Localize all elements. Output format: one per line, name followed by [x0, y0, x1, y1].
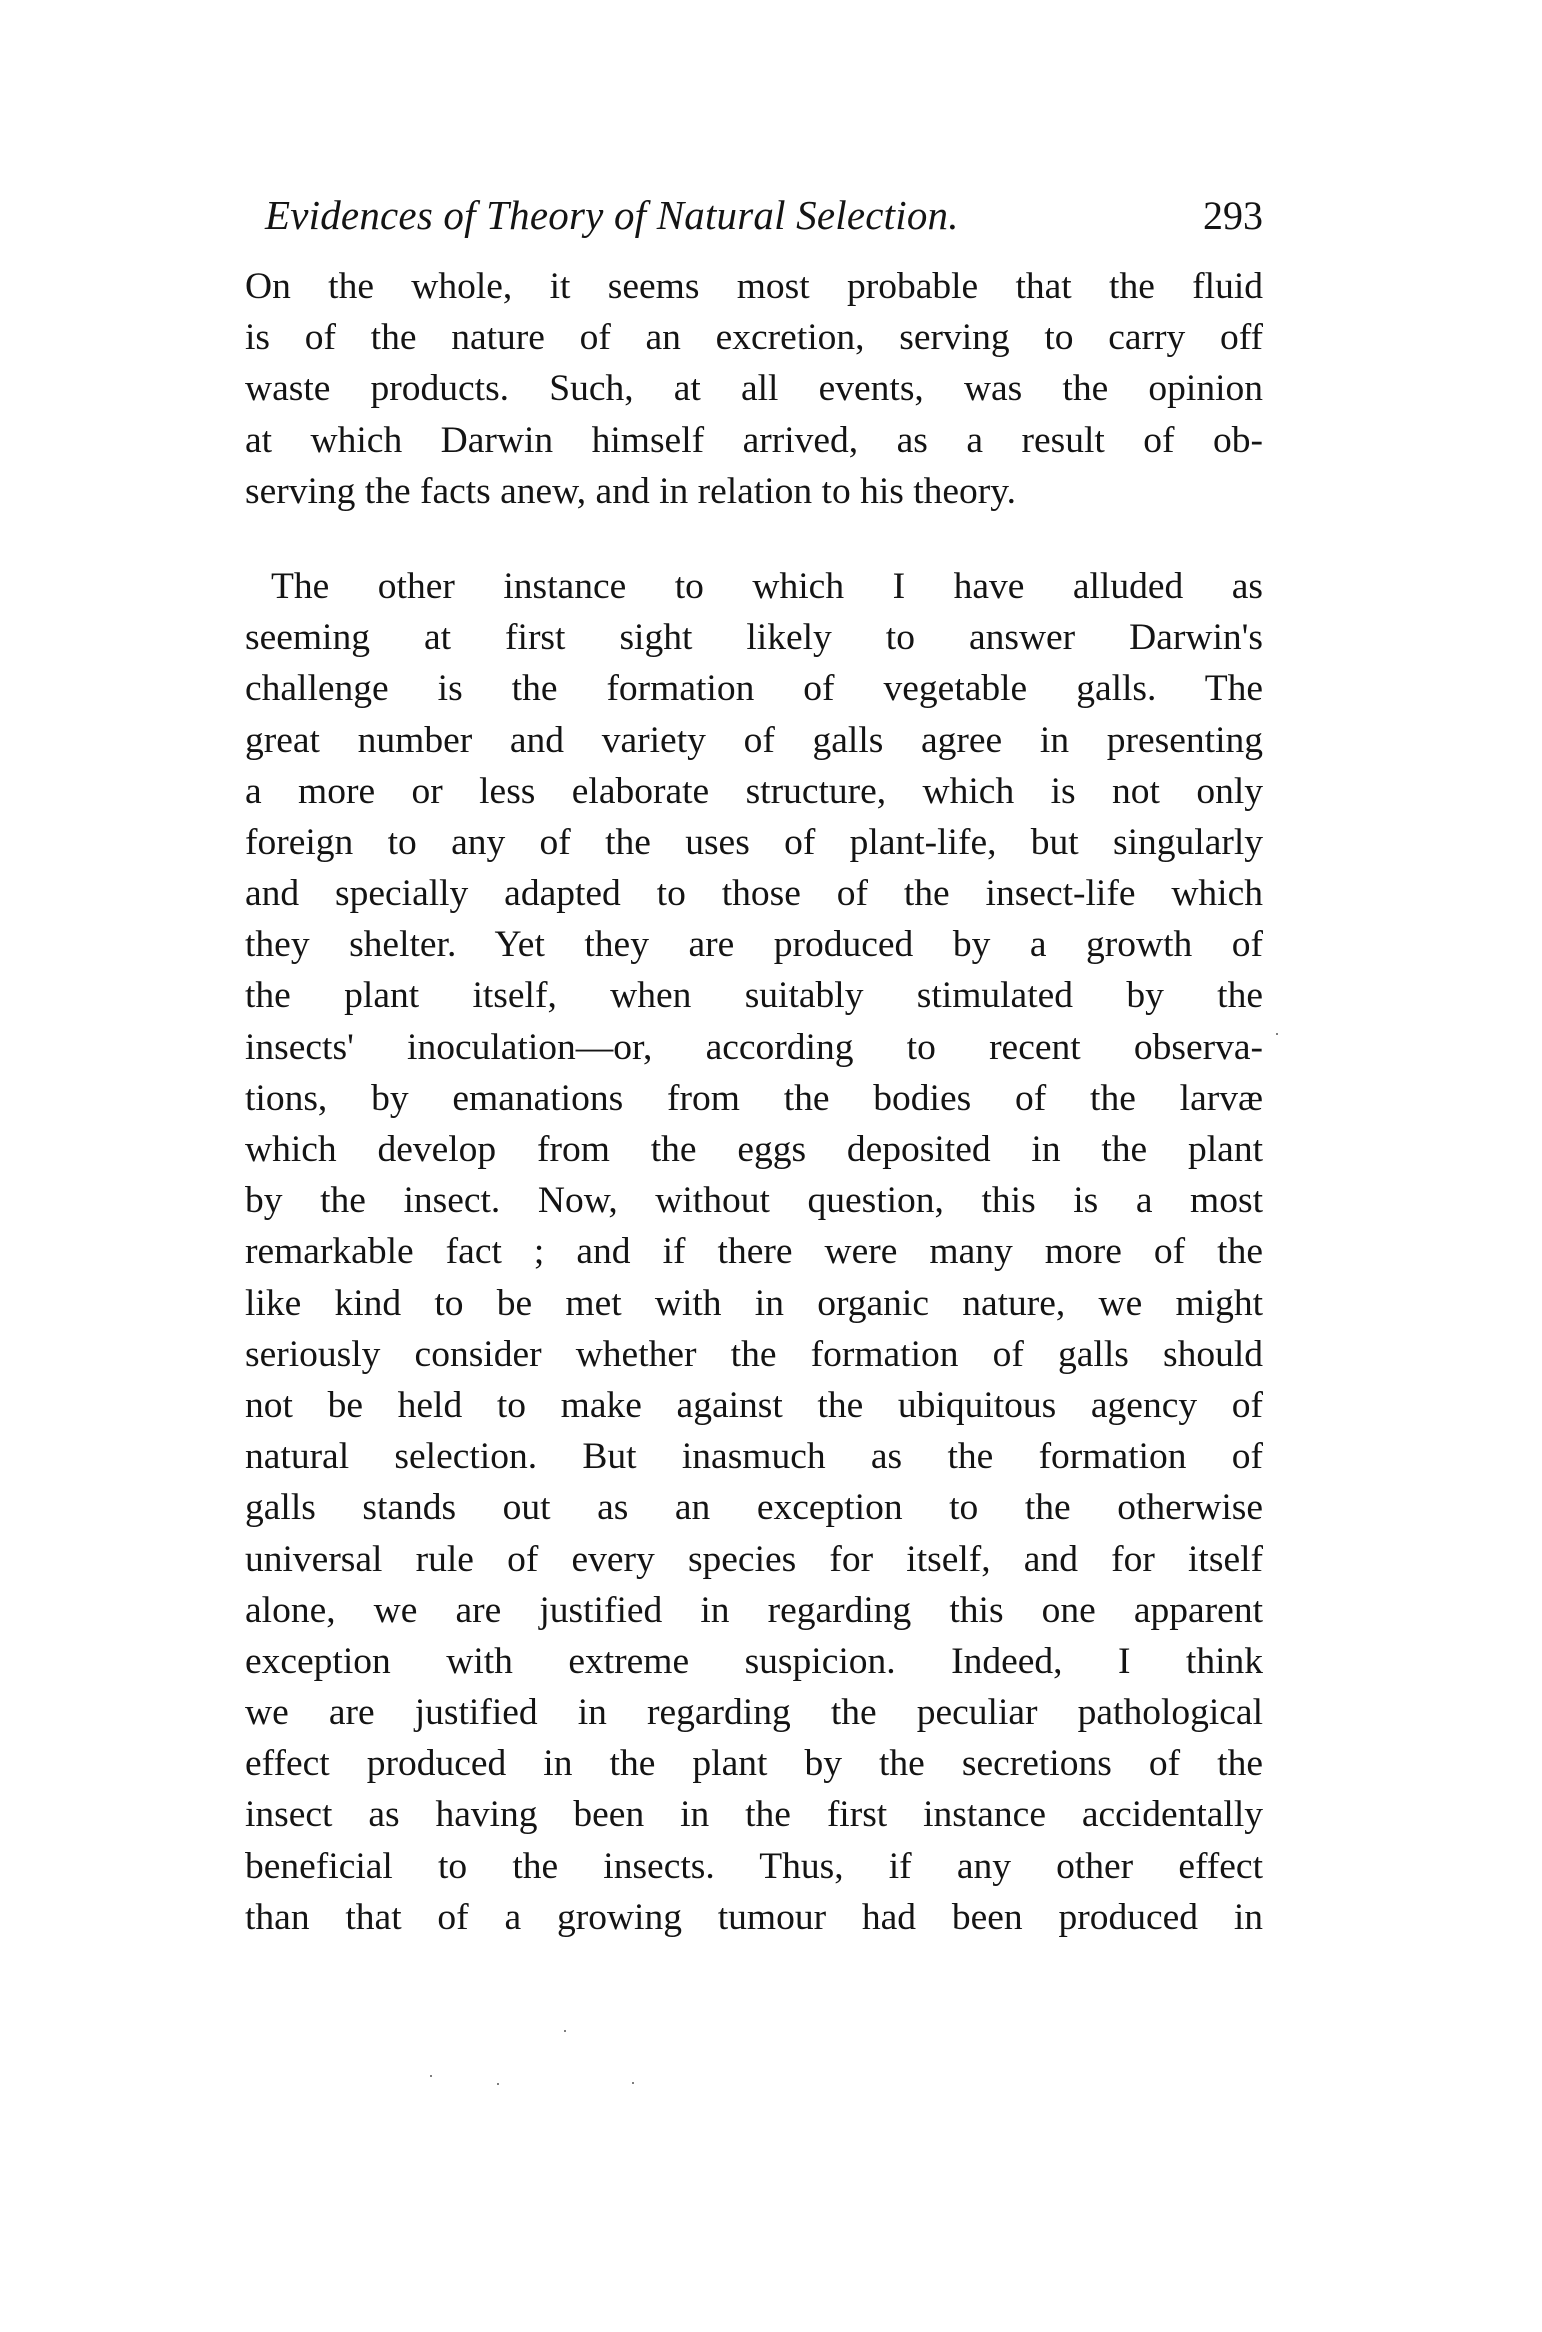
text-line: insects' inoculation—or, according to recent observa-	[245, 1026, 1263, 1068]
text-line: The other instance to which I have alluded as	[271, 565, 1263, 607]
text-line: beneficial to the insects. Thus, if any other effect	[245, 1845, 1263, 1887]
scan-speck	[430, 2075, 432, 2077]
text-line: not be held to make against the ubiquitous agency of	[245, 1384, 1263, 1426]
text-line: seriously consider whether the formation of galls should	[245, 1333, 1263, 1375]
scan-speck	[564, 2030, 566, 2032]
page-number: 293	[1203, 193, 1263, 238]
paragraph-2	[245, 561, 1263, 1943]
text-line: a more or less elaborate structure, which is not only	[245, 770, 1263, 812]
running-header	[245, 185, 1263, 245]
text-line: great number and variety of galls agree in presenting	[245, 719, 1263, 761]
text-line: by the insect. Now, without question, this is a most	[245, 1180, 1263, 1222]
scan-speck	[497, 2083, 499, 2085]
text-line: On the whole, it seems most probable that the fluid	[245, 266, 1263, 307]
text-line: exception with extreme suspicion. Indeed, I think	[245, 1640, 1263, 1682]
text-line: seeming at first sight likely to answer Darwin's	[245, 617, 1263, 659]
text-line: waste products. Such, at all events, was the opinion	[245, 368, 1263, 410]
paragraph-1	[245, 261, 1263, 517]
text-line: serving the facts anew, and in relation to his theory.	[245, 470, 1016, 512]
text-line: than that of a growing tumour had been produced in	[245, 1896, 1263, 1938]
text-line: is of the nature of an excretion, serving to carry off	[245, 317, 1263, 359]
text-line: alone, we are justified in regarding this one apparent	[245, 1589, 1263, 1631]
text-line: we are justified in regarding the peculiar pathological	[245, 1692, 1263, 1734]
text-line: universal rule of every species for itself, and for itself	[245, 1538, 1263, 1580]
scan-speck	[632, 2082, 634, 2084]
text-line: at which Darwin himself arrived, as a result of ob-	[245, 419, 1263, 461]
text-line: which develop from the eggs deposited in the plant	[245, 1129, 1263, 1170]
text-line: galls stands out as an exception to the otherwise	[245, 1487, 1263, 1529]
text-line: foreign to any of the uses of plant-life, but singularly	[245, 821, 1263, 863]
text-line: effect produced in the plant by the secretions of the	[245, 1743, 1263, 1785]
book-page	[245, 185, 1263, 1943]
scan-speck	[1276, 1033, 1278, 1035]
text-line: challenge is the formation of vegetable galls. The	[245, 668, 1263, 710]
text-line: the plant itself, when suitably stimulated by the	[245, 975, 1263, 1017]
text-line: and specially adapted to those of the insect-life which	[245, 873, 1263, 915]
text-line: natural selection. But inasmuch as the formation of	[245, 1436, 1263, 1478]
text-line: tions, by emanations from the bodies of the larvæ	[245, 1077, 1263, 1119]
text-line: like kind to be met with in organic nature, we might	[245, 1282, 1263, 1324]
running-title: Evidences of Theory of Natural Selection.	[265, 192, 959, 238]
text-line: remarkable fact ; and if there were many more of the	[245, 1231, 1263, 1273]
text-line: they shelter. Yet they are produced by a growth of	[245, 924, 1263, 966]
text-line: insect as having been in the first instance accidentally	[245, 1794, 1263, 1836]
